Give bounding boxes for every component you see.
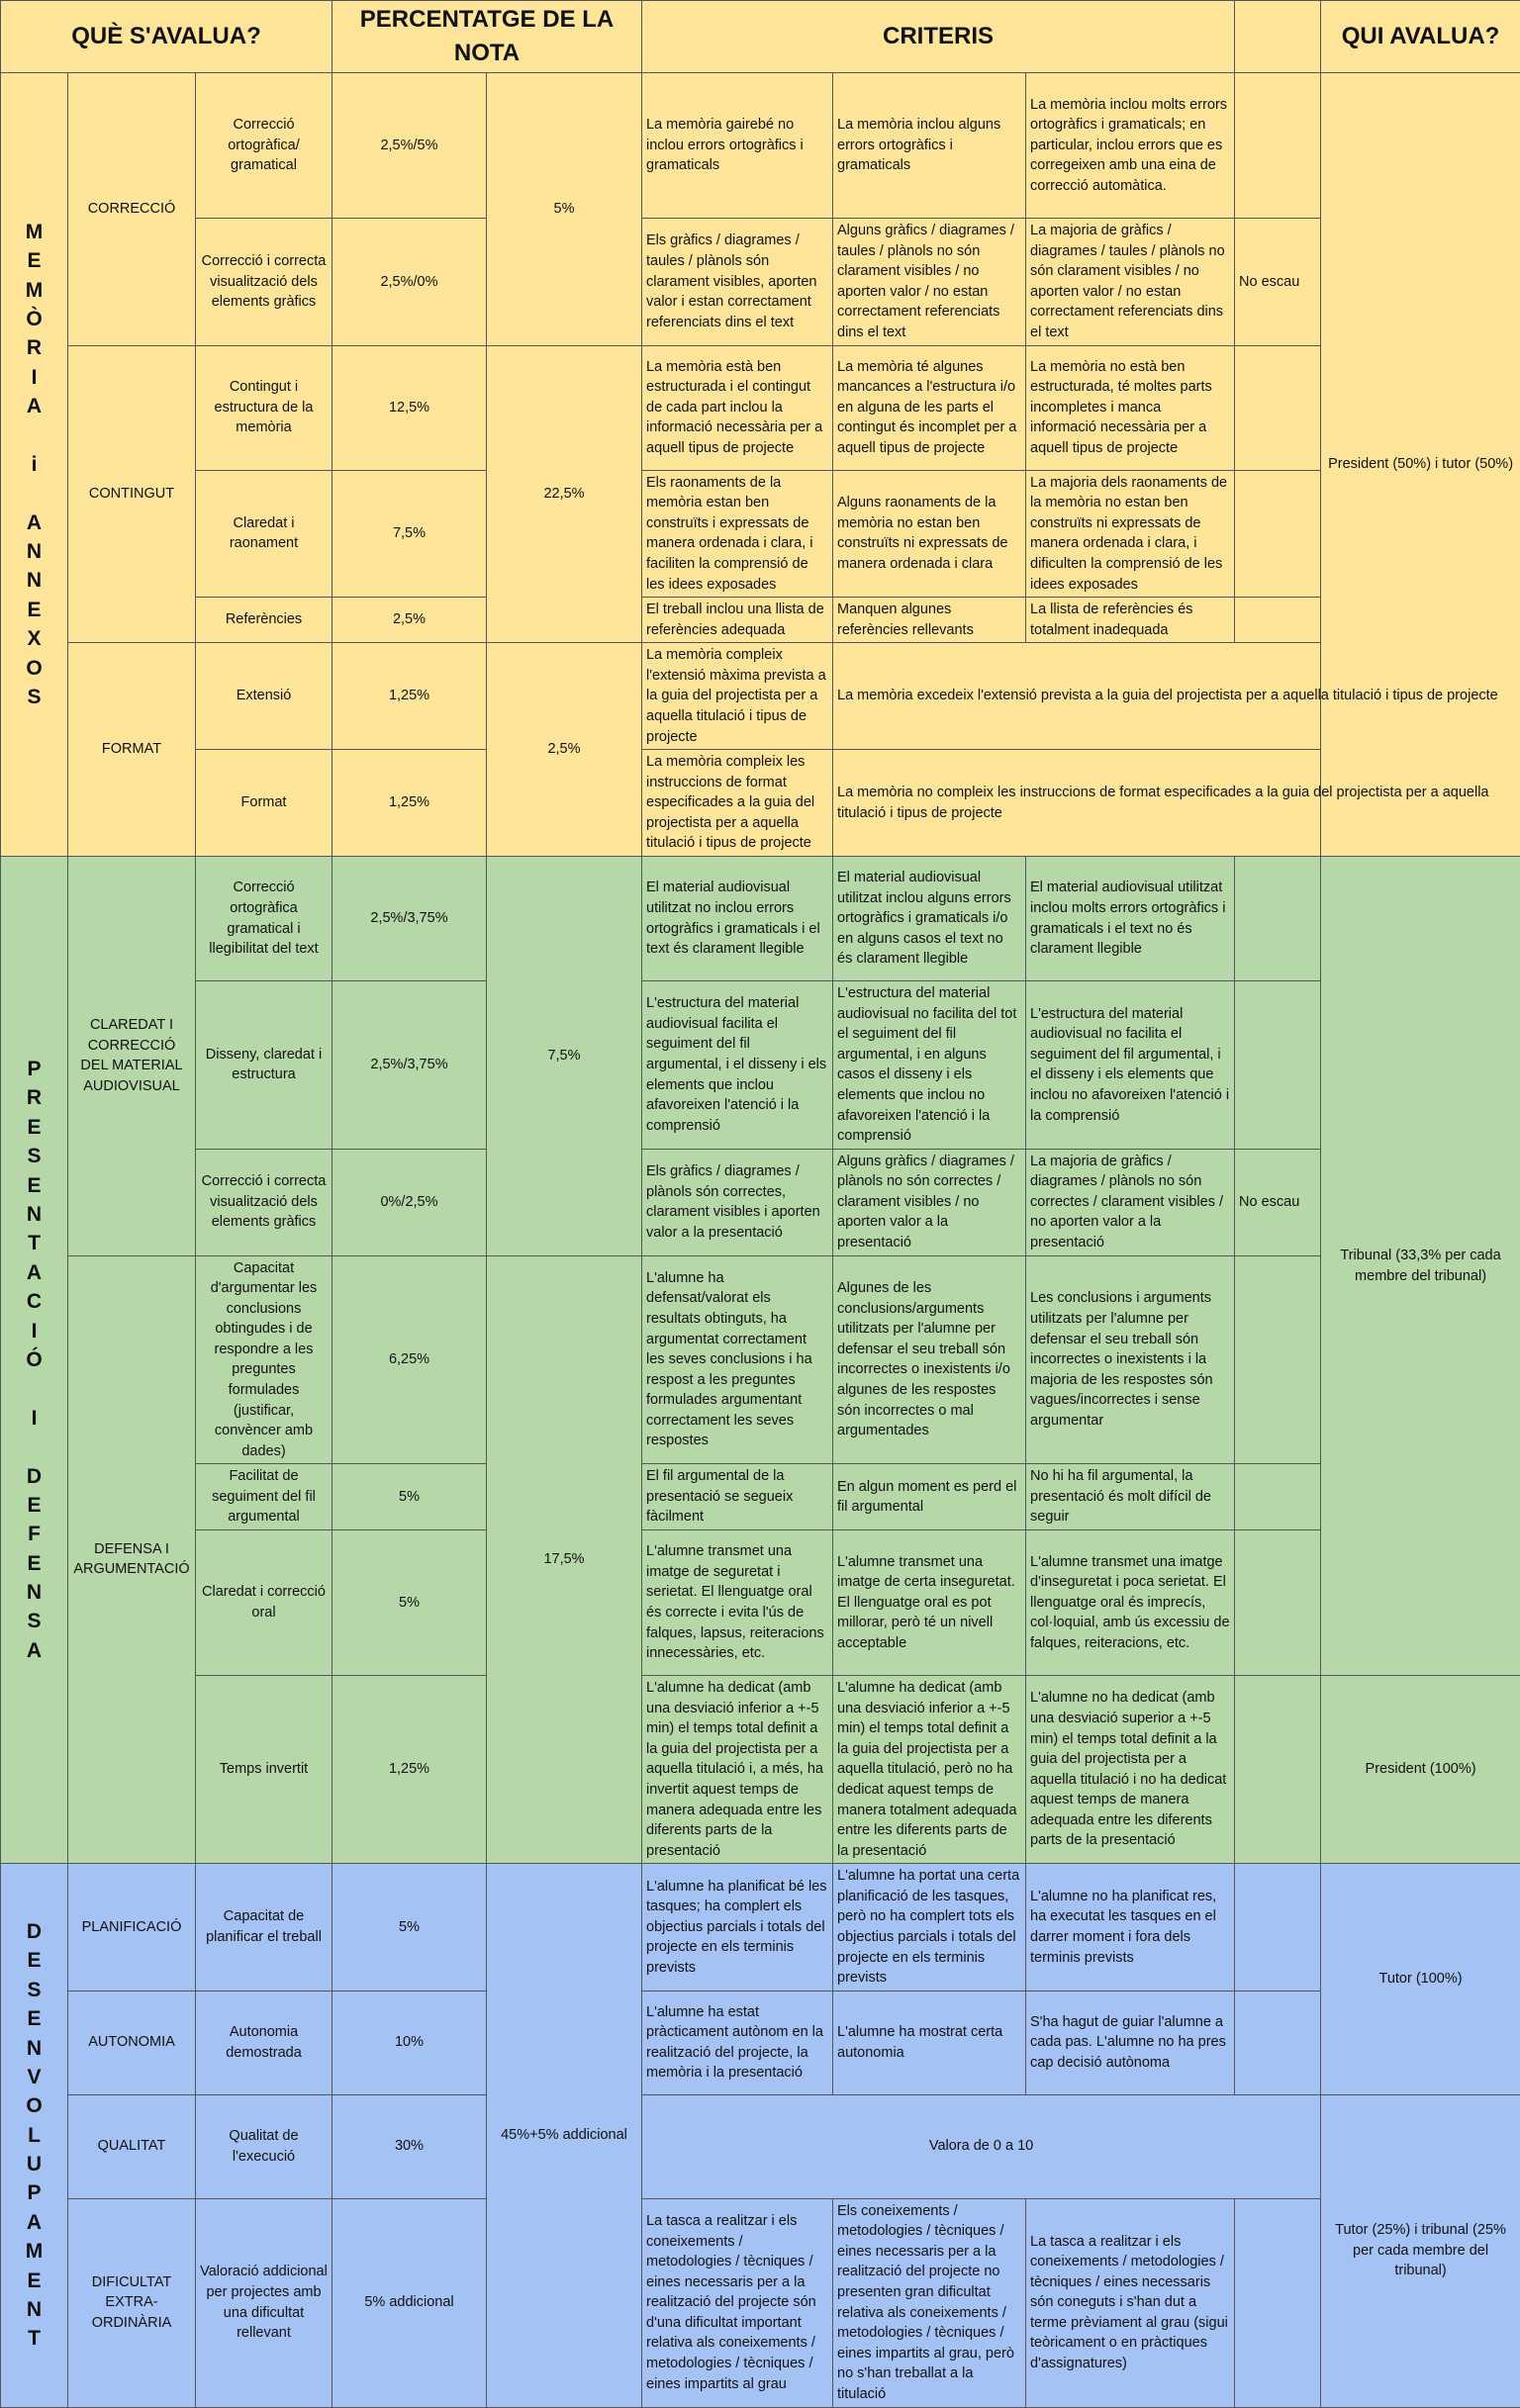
section-letter: M [25,2240,44,2264]
evaluator-temps: President (100%) [1321,1676,1520,1864]
criterion-good: La memòria compleix les instruccions de format especificades a la guia del projectista per a aquella titulació i tipus de projecte [642,750,833,857]
section-letter [1,421,67,450]
extra-cell [1235,857,1321,981]
criterion-partial: L'alumne ha dedicat (amb una desviació inferior a +-5 min) el temps total definit a la guia del projectista per a aquella titulació, però no ha dedicat aquest temps de manera totalment adequada entre les diferents parts de la presentació [833,1676,1026,1864]
section-letter: S [27,1978,42,2001]
section-letter: M [25,278,44,302]
subcriterion-percentage: 7,5% [332,470,487,597]
subcriterion-label: Format [196,750,332,857]
criterion-good: Els raonaments de la memòria estan ben construïts i expressats de manera ordenada i clara, i faciliten la comprensió de les idees exposades [642,470,833,597]
section-letter: E [27,1493,42,1517]
header-criteris: CRITERIS [642,1,1235,73]
criterion-good: L'alumne ha planificat bé les tasques; ha complert els objectius parcials i totals del projecte en els terminis prevists [642,1864,833,1991]
section-letter: T [28,2327,41,2351]
section-letter: E [27,249,42,273]
criterion-poor: El material audiovisual utilitzat inclou molts errors ortogràfics i gramaticals i el text no és clarament llegible [1026,857,1235,981]
section-letter: S [27,686,42,709]
subcriterion-percentage: 1,25% [332,643,487,750]
extra-note-cell: No escau [1235,219,1321,345]
section-letter [1,1374,67,1403]
subcriterion-percentage: 2,5%/5% [332,73,487,219]
group-percentage: 17,5% [487,1255,642,1864]
section-letter: i [31,452,38,476]
section-letter: T [28,1232,41,1255]
criterion-good: L'alumne ha estat pràcticament autònom en la realització del projecte, la memòria i la presentació [642,1991,833,2094]
criterion-partial: L'alumne ha mostrat certa autonomia [833,1991,1026,2094]
section-letter: D [26,1464,43,1488]
category-claredat-material: CLAREDAT I CORRECCIÓ DEL MATERIAL AUDIOVISUAL [68,857,196,1256]
criterion-partial: L'alumne transmet una imatge de certa inseguretat. El llenguatge oral es pot millorar, però té un nivell acceptable [833,1530,1026,1676]
subcriterion-percentage: 5% [332,1864,487,1991]
criterion-poor: La majoria de gràfics / diagrames / plànols no són correctes / clarament visibles / no aporten valor a la presentació [1026,1149,1235,1255]
section-letter [1,1433,67,1461]
extra-cell [1235,1464,1321,1530]
subcriterion-label: Qualitat de l'execució [196,2094,332,2198]
extra-note-cell: No escau [1235,1149,1321,1255]
subcriterion-label: Disseny, claredat i estructura [196,981,332,1150]
section-label-desenvolupament [1,1864,68,2407]
criterion-partial: L'estructura del material audiovisual no facilita del tot el seguiment del fil argumental, i en alguns casos el disseny i els elements que inclou no afavoreixen l'atenció i la comprensió [833,981,1026,1150]
criterion-good: L'alumne ha defensat/valorat els resultats obtinguts, ha argumentat correctament les seves conclusions i ha respost a les preguntes formulades argumentant correctament les seves respostes [642,1255,833,1464]
subcriterion-percentage: 2,5%/3,75% [332,857,487,981]
criterion-poor: L'alumne no ha planificat res, ha executat les tasques en el darrer moment i fora dels terminis prevists [1026,1864,1235,1991]
subcriterion-percentage: 2,5%/0% [332,219,487,345]
section-letter: N [26,569,43,593]
section-letter: N [26,540,43,564]
section-letter: N [26,2298,43,2322]
section-letter: Ó [26,1347,43,1371]
subcriterion-label: Capacitat de planificar el treball [196,1864,332,1991]
criterion-poor: La llista de referències és totalment inadequada [1026,598,1235,643]
criterion-good: Els gràfics / diagrames / taules / plànols són clarament visibles, aporten valor i estan correctament referenciats dins el text [642,219,833,345]
criterion-good: La memòria està ben estructurada i el contingut de cada part inclou la informació necessària per a aquell tipus de projecte [642,345,833,470]
criterion-good: La tasca a realitzar i els coneixements / metodologies / tècniques / eines necessaris per a la realització del projecte són d'una dificultat important relativa als coneixements / metodologies / tècniques / eines impartits al grau [642,2198,833,2407]
section-letter: A [26,1260,43,1284]
group-percentage: 22,5% [487,345,642,643]
criterion-partial: Alguns raonaments de la memòria no estan ben construïts ni expressats de manera ordenada i clara [833,470,1026,597]
header-que-savalua: QUÈ S'AVALUA? [1,1,332,73]
category-autonomia: AUTONOMIA [68,1991,196,2094]
evaluator-presentacio: Tribunal (33,3% per cada membre del tribunal) [1321,857,1520,1676]
criterion-partial: El material audiovisual utilitzat inclou alguns errors ortogràfics i gramaticals i/o en alguns casos el text no és clarament llegible [833,857,1026,981]
criterion-good: El fil argumental de la presentació se segueix fàcilment [642,1464,833,1530]
evaluator-tutor: Tutor (100%) [1321,1864,1520,2094]
section-letter: I [31,365,38,389]
section-letter: N [26,1581,43,1605]
criterion-partial: Manquen algunes referències rellevants [833,598,1026,643]
section-letter: A [26,2210,43,2234]
criterion-poor: La memòria excedeix l'extensió prevista a la guia del projectista per a aquella titulació i tipus de projecte [833,643,1520,750]
criterion-partial: La memòria té algunes mancances a l'estructura i/o en alguna de les parts el contingut és incomplet per a aquell tipus de projecte [833,345,1026,470]
criterion-partial: Alguns gràfics / diagrames / plànols no són correctes / clarament visibles / no aporten valor a la presentació [833,1149,1026,1255]
extra-cell [1235,1530,1321,1676]
section-letter: L [28,2123,41,2147]
subcriterion-label: Autonomia demostrada [196,1991,332,2094]
criterion-good: La memòria compleix l'extensió màxima prevista a la guia del projectista per a aquella titulació i tipus de projecte [642,643,833,750]
extra-cell [1235,2198,1321,2407]
section-letter: N [26,1203,43,1226]
section-letter: S [27,1610,42,1633]
criterion-good: L'alumne ha dedicat (amb una desviació inferior a +-5 min) el temps total definit a la guia del projectista per a aquella titulació i, a més, ha invertit aquest temps de manera adequada entre les diferents parts de la presentació [642,1676,833,1864]
section-letter: P [27,1058,42,1081]
criterion-partial: Alguns gràfics / diagrames / taules / plànols no són clarament visibles / no aporten valor / no estan correctament referenciats dins el text [833,219,1026,345]
subcriterion-label: Capacitat d'argumentar les conclusions obtingudes i de respondre a les preguntes formulades (justificar, convèncer amb dades) [196,1255,332,1464]
subcriterion-label: Contingut i estructura de la memòria [196,345,332,470]
criterion-partial: Els coneixements / metodologies / tècniques / eines necessaris per a la realització del projecte no presenten gran dificultat relativa als coneixements / metodologies / tècniques / eines impartits al grau, però no s'han treballat a la titulació [833,2198,1026,2407]
criterion-good: L'estructura del material audiovisual facilita el seguiment del fil argumental, i el disseny i els elements que inclou afavoreixen l'atenció i la comprensió [642,981,833,1150]
category-planificacio: PLANIFICACIÓ [68,1864,196,1991]
category-correccio: CORRECCIÓ [68,73,196,345]
section-letter: D [26,1919,43,1943]
subcriterion-label: Facilitat de seguiment del fil argumental [196,1464,332,1530]
section-letter: E [27,1115,42,1139]
group-percentage: 2,5% [487,643,642,857]
section-label-memoria [1,73,68,857]
evaluator-memoria: President (50%) i tutor (50%) [1321,73,1520,857]
subcriterion-percentage: 1,25% [332,1676,487,1864]
header-qui-avalua: QUI AVALUA? [1321,1,1520,73]
subcriterion-percentage: 5% [332,1464,487,1530]
extra-cell [1235,598,1321,643]
criterion-partial: Algunes de les conclusions/arguments utilitzats per l'alumne per defensar el seu treball són incorrectes o inexistents i/o algunes de les respostes són incorrectes o mal argumentades [833,1255,1026,1464]
extra-cell [1235,345,1321,470]
criterion-poor: L'alumne no ha dedicat (amb una desviació superior a +-5 min) el temps total definit a la guia del projectista per a aquella titulació i no ha dedicat aquest temps de manera adequada entre les diferents parts de la presentació [1026,1676,1235,1864]
section-letter: N [26,2036,43,2060]
section-letter: A [26,395,43,418]
extra-cell [1235,981,1321,1150]
criterion-poor: Les conclusions i arguments utilitzats per l'alumne per defensar el seu treball són incorrectes o inexistents i la majoria de les respostes són vagues/incorrectes i sense argumentar [1026,1255,1235,1464]
criterion-good: El material audiovisual utilitzat no inclou errors ortogràfics i gramaticals i el text és clarament llegible [642,857,833,981]
criterion-poor: La majoria dels raonaments de la memòria no estan ben construïts ni expressats de manera ordenada i clara, i dificulten la comprensió de les idees exposades [1026,470,1235,597]
group-percentage: 7,5% [487,857,642,1256]
section-letter: E [27,1551,42,1575]
section-letter [1,479,67,508]
section-letter: M [25,220,44,243]
extra-cell [1235,1676,1321,1864]
extra-cell [1235,73,1321,219]
criterion-partial: L'alumne ha portat una certa planificació de les tasques, però no ha complert tots els objectius parcials i totals del projecte en els terminis prevists [833,1864,1026,1991]
criterion-good: L'alumne transmet una imatge de seguretat i serietat. El llenguatge oral és correcte i evita l'ús de falques, lapsus, reiteracions innecessàries, etc. [642,1530,833,1676]
evaluator-tutor-tribunal: Tutor (25%) i tribunal (25% per cada membre del tribunal) [1321,2094,1520,2407]
criterion-poor: La memòria no està ben estructurada, té moltes parts incompletes i manca informació necessària per a aquell tipus de projecte [1026,345,1235,470]
section-letter: C [26,1290,43,1314]
section-letter: I [31,1406,38,1430]
category-format: FORMAT [68,643,196,857]
subcriterion-label: Correcció ortogràfica/ gramatical [196,73,332,219]
category-dificultat: DIFICULTAT EXTRA-ORDINÀRIA [68,2198,196,2407]
criterion-poor: L'estructura del material audiovisual no facilita el seguiment del fil argumental, i el disseny i els elements que inclou no afavoreixen l'atenció i la comprensió [1026,981,1235,1150]
category-contingut: CONTINGUT [68,345,196,643]
section-letter: E [27,598,42,621]
section-letter: X [27,627,42,651]
subcriterion-label: Valoració addicional per projectes amb una dificultat rellevant [196,2198,332,2407]
section-letter: E [27,2007,42,2031]
criterion-poor: L'alumne transmet una imatge d'inseguretat i poca serietat. El llenguatge oral és imprecís, col·loquial, amb ús excessiu de falques, reiteracions, etc. [1026,1530,1235,1676]
subcriterion-percentage: 5% addicional [332,2198,487,2407]
extra-cell [1235,470,1321,597]
subcriterion-label: Claredat i raonament [196,470,332,597]
criterion-scale: Valora de 0 a 10 [642,2094,1321,2198]
criterion-poor: S'ha hagut de guiar l'alumne a cada pas. L'alumne no ha pres cap decisió autònoma [1026,1991,1235,2094]
subcriterion-percentage: 12,5% [332,345,487,470]
subcriterion-percentage: 2,5% [332,598,487,643]
subcriterion-percentage: 30% [332,2094,487,2198]
subcriterion-percentage: 10% [332,1991,487,2094]
criterion-poor: La memòria no compleix les instruccions de format especificades a la guia del projectista per a aquella titulació i tipus de projecte [833,750,1520,857]
criterion-partial: En algun moment es perd el fil argumental [833,1464,1026,1530]
extra-cell [1235,1255,1321,1464]
section-letter: S [27,1145,42,1168]
criterion-good: Els gràfics / diagrames / plànols són correctes, clarament visibles i aporten valor a la presentació [642,1149,833,1255]
extra-cell [1235,1864,1321,1991]
category-defensa: DEFENSA I ARGUMENTACIÓ [68,1255,196,1864]
section-label-presentacio [1,857,68,1864]
subcriterion-percentage: 0%/2,5% [332,1149,487,1255]
criterion-good: La memòria gairebé no inclou errors ortogràfics i gramaticals [642,73,833,219]
section-letter: O [26,2094,43,2118]
header-empty-cell [1235,1,1321,73]
subcriterion-percentage: 1,25% [332,750,487,857]
section-letter: R [26,1086,43,1110]
subcriterion-label: Temps invertit [196,1676,332,1864]
section-letter: E [27,1173,42,1197]
section-letter: F [28,1523,41,1546]
subcriterion-label: Correcció i correcta visualització dels elements gràfics [196,1149,332,1255]
category-qualitat: QUALITAT [68,2094,196,2198]
section-letter: E [27,2269,42,2292]
section-letter: A [26,1638,43,1662]
subcriterion-percentage: 6,25% [332,1255,487,1464]
subcriterion-label: Claredat i correcció oral [196,1530,332,1676]
section-letter: R [26,336,43,360]
criterion-poor: No hi ha fil argumental, la presentació és molt difícil de seguir [1026,1464,1235,1530]
section-letter: V [27,2065,42,2088]
criterion-poor: La majoria de gràfics / diagrames / taules / plànols no són clarament visibles / no aporten valor / no estan correctament referenciats dins el text [1026,219,1235,345]
section-letter: I [31,1319,38,1343]
section-letter: A [26,510,43,534]
section-letter: P [27,2181,42,2205]
subcriterion-label: Referències [196,598,332,643]
criterion-good: El treball inclou una llista de referències adequada [642,598,833,643]
subcriterion-label: Extensió [196,643,332,750]
subcriterion-percentage: 5% [332,1530,487,1676]
section-letter: O [26,656,43,680]
header-percentatge: PERCENTATGE DE LA NOTA [332,1,642,73]
section-letter: U [26,2153,43,2176]
section-letter: E [27,1949,42,1973]
section-letter: Ò [26,307,43,330]
subcriterion-label: Correcció i correcta visualització dels elements gràfics [196,219,332,345]
extra-cell [1235,1991,1321,2094]
group-percentage: 45%+5% addicional [487,1864,642,2407]
criterion-poor: La memòria inclou molts errors ortogràfics i gramaticals; en particular, inclou errors que es corregeixen amb una eina de correcció automàtica. [1026,73,1235,219]
group-percentage: 5% [487,73,642,345]
criterion-poor: La tasca a realitzar i els coneixements / metodologies / tècniques / eines necessaris són coneguts i s'han dut a terme prèviament al grau (sigui teòricament o en pràctiques d'assignatures) [1026,2198,1235,2407]
criterion-partial: La memòria inclou alguns errors ortogràfics i gramaticals [833,73,1026,219]
subcriterion-percentage: 2,5%/3,75% [332,981,487,1150]
subcriterion-label: Correcció ortogràfica gramatical i llegibilitat del text [196,857,332,981]
